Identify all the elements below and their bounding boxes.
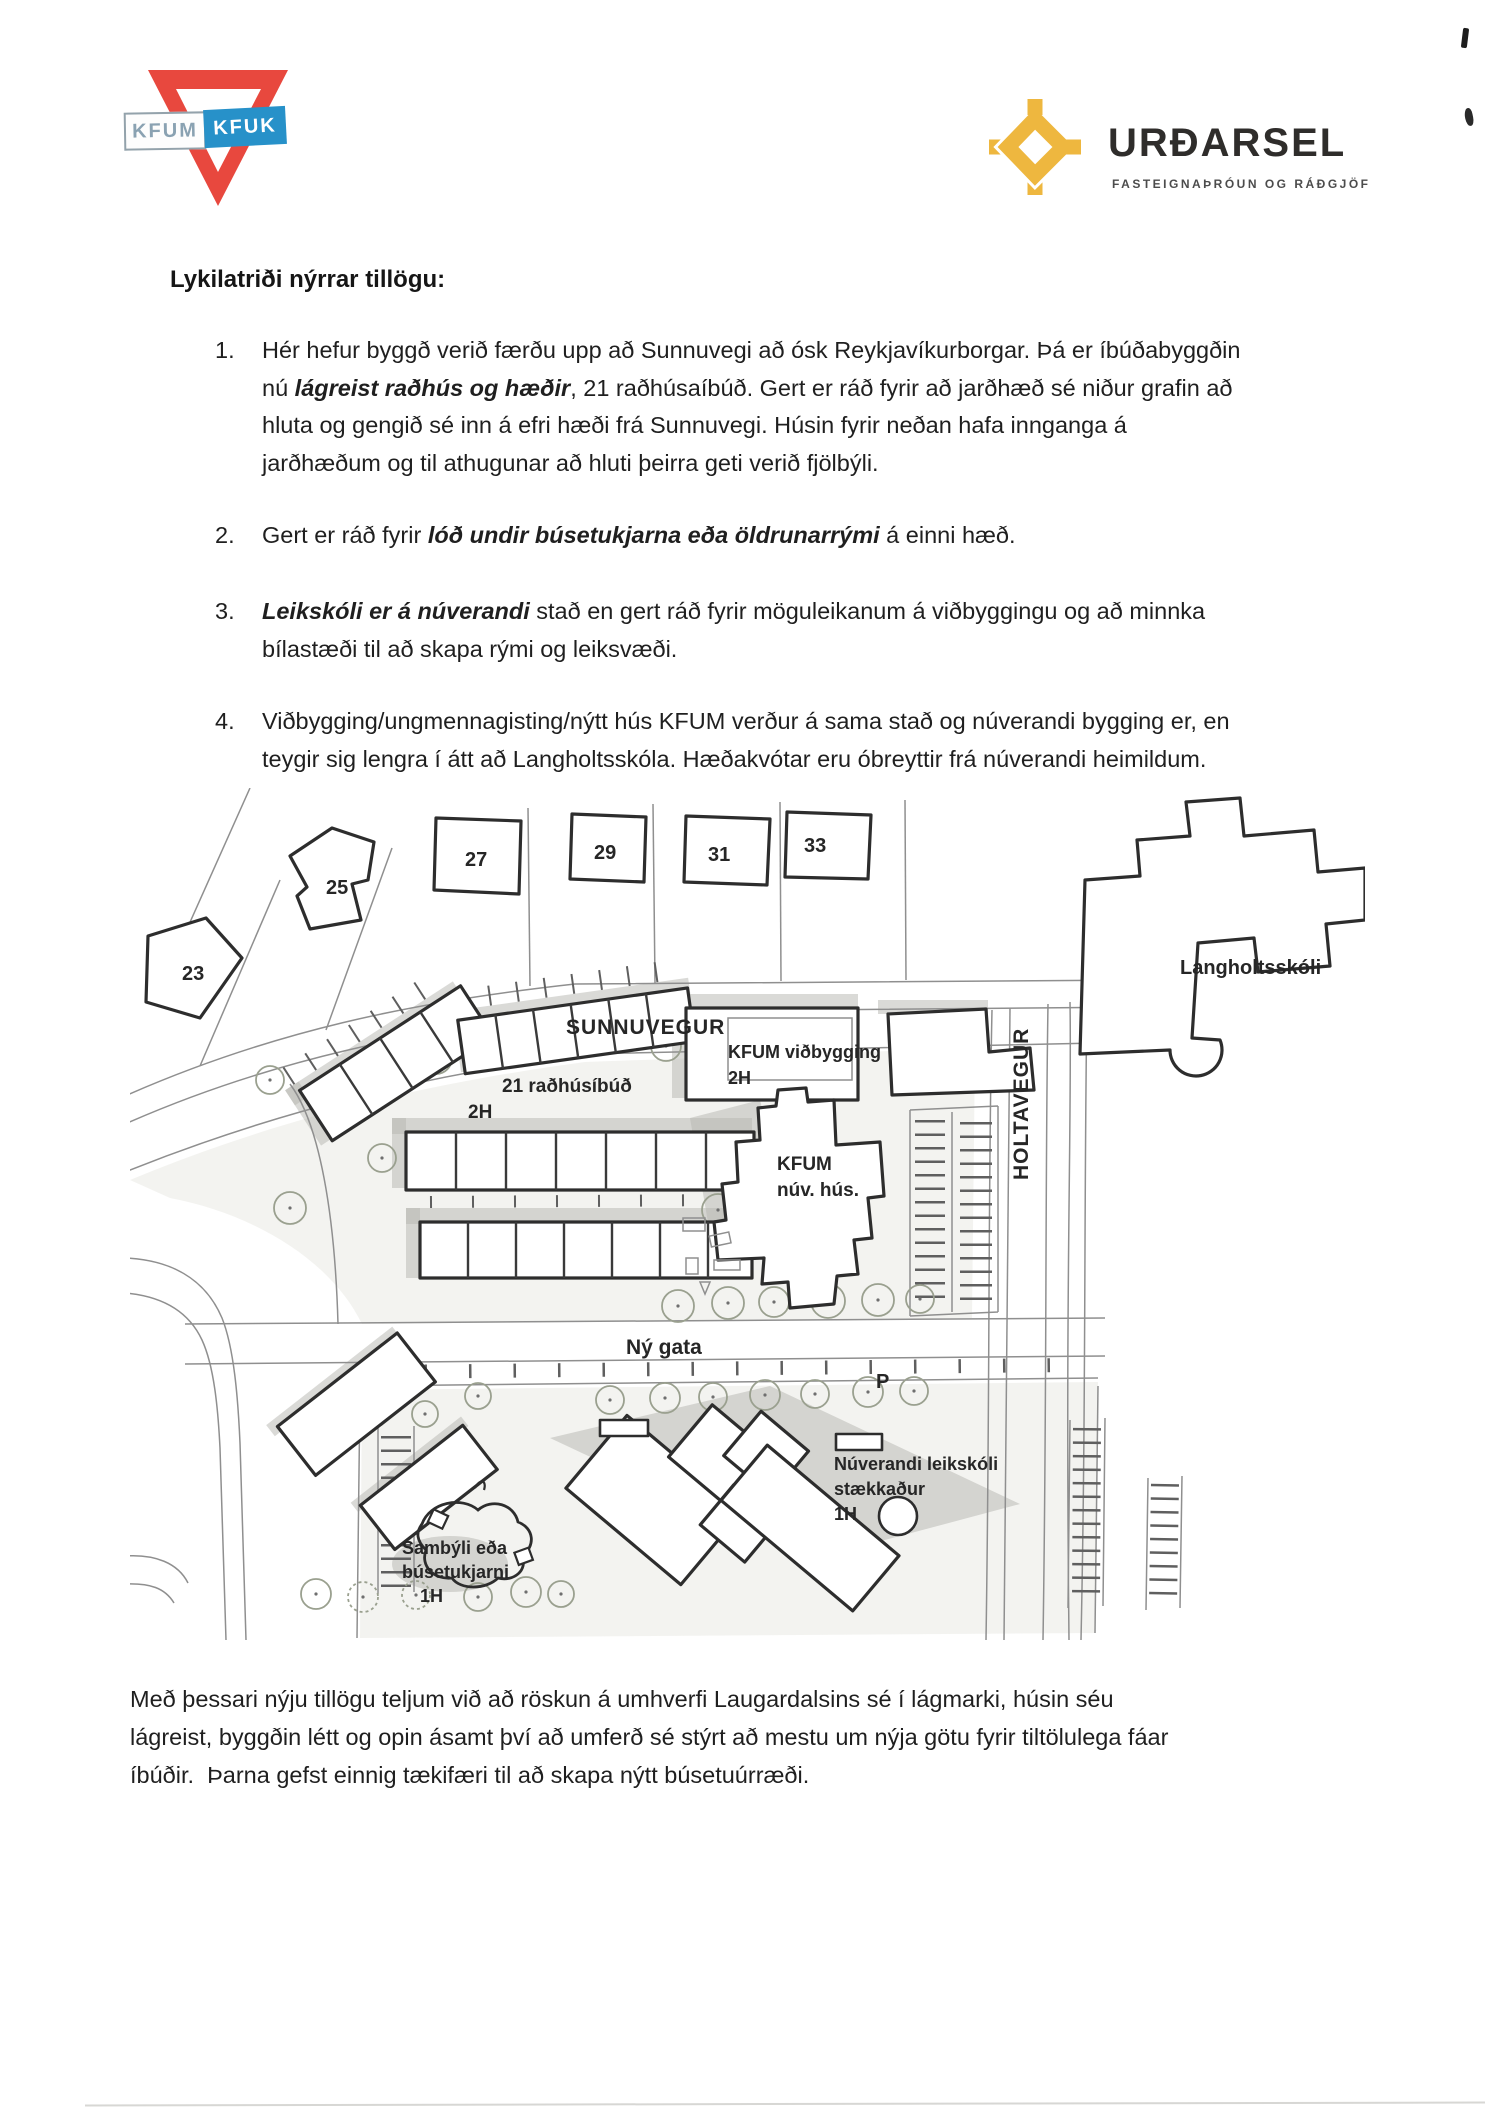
label-leikskoli-2: stækkaður	[834, 1479, 926, 1499]
house-number: 27	[465, 849, 488, 871]
scan-speck	[1463, 107, 1475, 126]
label-sambyli-3: 1H	[420, 1586, 444, 1606]
label-kfum-nuv-2: núv. hús.	[777, 1180, 859, 1201]
house-number: 25	[326, 877, 349, 899]
scan-speck	[1461, 28, 1469, 49]
label-langholtsskoli: Langholtsskóli	[1180, 957, 1322, 979]
list-text: Leikskóli er á núverandi stað en gert ráð fyrir möguleikanum á viðbyggingu og að minnka bílastæði til að skapa rými og leiksvæði.	[262, 598, 1206, 662]
list-text: Gert er ráð fyrir lóð undir búsetukjarna eða öldrunarrými á einni hæð.	[262, 522, 1016, 548]
house-number: 29	[594, 842, 617, 864]
house-number: 33	[804, 835, 827, 857]
list-number: 4.	[215, 708, 235, 734]
urdarsel-tagline: FASTEIGNAÞRÓUN OG RÁÐGJÖF	[1112, 177, 1371, 191]
list-item-2	[215, 517, 1315, 555]
parking-label: P	[876, 1371, 890, 1393]
site-plan-drawing	[130, 788, 1365, 1648]
list-item-4	[215, 703, 1315, 778]
scan-line-artifact	[85, 2102, 1485, 2107]
list-text: Viðbygging/ungmennagisting/nýtt hús KFUM verður á sama stað og núverandi bygging er, en teygir sig lengra í átt að Langholtsskóla. Hæðakvótar eru óbreyttir frá núverandi heimildum.	[262, 708, 1230, 772]
label-radhus-1: 21 raðhúsíbúð	[502, 1076, 632, 1097]
street-label-ny-gata: Ný gata	[626, 1336, 702, 1359]
label-leikskoli-1: Núverandi leikskóli	[834, 1454, 999, 1474]
urdarsel-logo	[975, 85, 1405, 210]
kfum-kfuk-logo	[122, 62, 297, 214]
label-radhus-2: 2H	[468, 1102, 493, 1123]
label-kfum-vidbygging-2: 2H	[728, 1068, 752, 1088]
closing-paragraph: Með þessari nýju tillögu teljum við að röskun á umhverfi Laugardalsins sé í lágmarki, húsin séu lágreist, byggðin létt og opin ásamt því að umferð sé stýrt að mestu um nýja götu fyrir tiltölulega fáar íbúðir. Þarna gefst einnig tækifæri til að skapa nýtt búsetuúrræði.	[130, 1686, 1169, 1788]
kfum-logo-text: KFUM	[124, 111, 207, 150]
site-plan-map	[130, 788, 1365, 1648]
list-item-1	[215, 332, 1315, 482]
label-sambyli-1: Sambýli eða	[402, 1538, 508, 1558]
street-label-sunnuvegur: SUNNUVEGUR	[566, 1016, 726, 1039]
list-number: 3.	[215, 598, 235, 624]
list-number: 1.	[215, 337, 235, 363]
urdarsel-name: URÐARSEL	[1108, 121, 1347, 165]
house-number: 23	[182, 963, 205, 985]
label-kfum-nuv-1: KFUM	[777, 1154, 832, 1175]
urdarsel-knot-icon	[975, 85, 1095, 210]
langholtsskoli-building	[1080, 798, 1365, 1076]
kfuk-logo-text: KFUK	[203, 106, 287, 148]
house-number: 31	[708, 844, 731, 866]
label-leikskoli-3: 1H	[834, 1504, 858, 1524]
list-item-3	[215, 593, 1315, 668]
existing-houses	[146, 812, 871, 1018]
list-number: 2.	[215, 522, 235, 548]
street-label-holtavegur: HOLTAVEGUR	[1010, 1027, 1033, 1180]
page-title: Lykilatriði nýrrar tillögu:	[170, 266, 446, 293]
label-sambyli-2: búsetukjarni	[402, 1562, 510, 1582]
list-text: Hér hefur byggð verið færðu upp að Sunnuvegi að ósk Reykjavíkurborgar. Þá er íbúðabyggðin nú lágreist raðhús og hæðir, 21 raðhúsaíbúð. Gert er ráð fyrir að jarðhæð sé niður grafin að hluta og gengið sé inn á efri hæði frá Sunnuvegi. Húsin fyrir neðan hafa innganga á jarðhæðum og til athugunar að hluti þeirra geti verið fjölbýli.	[262, 337, 1241, 476]
label-kfum-vidbygging-1: KFUM viðbygging	[728, 1042, 881, 1062]
